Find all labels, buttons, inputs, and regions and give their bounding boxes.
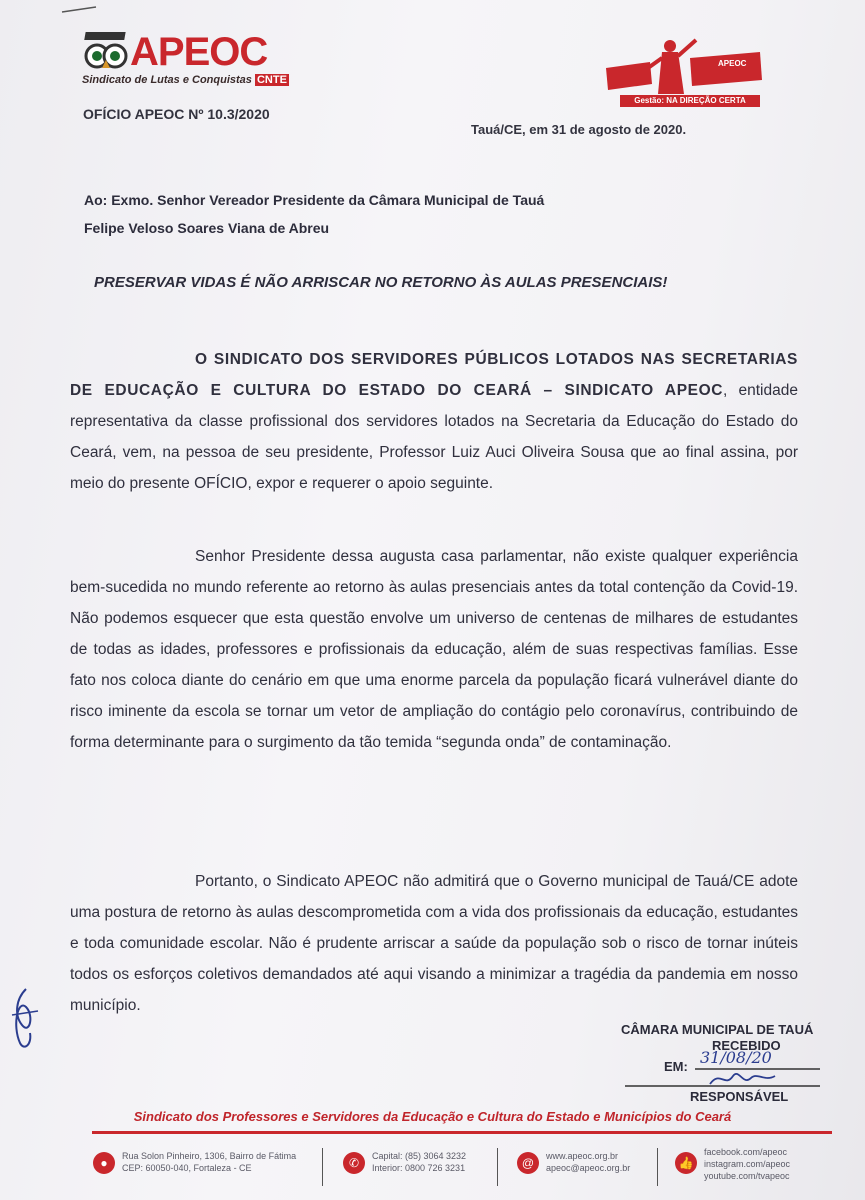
stamp-title: CÂMARA MUNICIPAL DE TAUÁ [621,1022,814,1037]
recipient-line-1: Ao: Exmo. Senhor Vereador Presidente da Câmara Municipal de Tauá [84,192,545,208]
letter-number: OFÍCIO APEOC Nº 10.3/2020 [83,106,270,122]
stamp-received: RECEBIDO [712,1038,781,1053]
footer-address [122,1150,296,1174]
footer-address-line-1: Rua Solon Pinheiro, 1306, Bairro de Fátima [122,1151,297,1161]
footer-separator [497,1148,498,1186]
footer-instagram[interactable]: instagram.com/apeoc [704,1159,791,1169]
footer-separator [657,1148,658,1186]
footer-address-line-2: CEP: 60050-040, Fortaleza - CE [122,1163,252,1173]
footer-phone-capital: Capital: (85) 3064 3232 [372,1151,467,1161]
footer-facebook[interactable]: facebook.com/apeoc [704,1147,788,1157]
location-pin-icon: ● [93,1152,115,1174]
logo-subtitle [82,74,289,86]
header-motto: Gestão: NA DIREÇÃO CERTA [620,95,760,107]
protest-figure-icon [600,38,765,96]
logo-wordmark: APEOC [130,30,268,74]
letter-subject: PRESERVAR VIDAS É NÃO ARRISCAR NO RETORNO ÀS AULAS PRESENCIAIS! [94,274,668,291]
footer-email[interactable]: apeoc@apeoc.org.br [546,1163,631,1173]
paragraph-3-text: Portanto, o Sindicato APEOC não admitirá que o Governo municipal de Tauá/CE adote uma postura de retorno às aulas descomprometida com a vida dos profissionais da educação, estudantes e toda comunidade escolar. Não é prudente arriscar a saúde da população sob o risco de tornar inúteis todos os esforços coletivos demandados até aqui visando a minimizar a tragédia da pandemia em nosso município. [70,873,798,1014]
footer-title: Sindicato dos Professores e Servidores da Educação e Cultura do Estado e Municípios do Ceará [133,1109,732,1124]
footer-website[interactable]: www.apeoc.org.br [546,1151,619,1161]
footer-separator [322,1148,323,1186]
paragraph-1-bold: O SINDICATO DOS SERVIDORES PÚBLICOS LOTADOS NAS SECRETARIAS DE EDUCAÇÃO E CULTURA DO ESTADO DO CEARÁ – SINDICATO APEOC [70,351,798,399]
phone-icon: ✆ [343,1152,365,1174]
footer-phone-interior: Interior: 0800 726 3231 [372,1163,466,1173]
recipient-line-2: Felipe Veloso Soares Viana de Abreu [84,220,330,236]
stamp-date-handwritten: 31/08/20 [700,1048,772,1067]
stamp-responsavel: RESPONSÁVEL [690,1089,789,1104]
social-like-icon: 👍 [675,1152,697,1174]
paragraph-3 [70,866,798,1021]
footer-social [704,1146,790,1182]
right-badge-text: APEOC [718,59,747,68]
stamp-em-label: EM: [664,1059,688,1074]
footer-phones [372,1150,466,1174]
footer-divider [92,1131,832,1134]
place-date: Tauá/CE, em 31 de agosto de 2020. [471,122,687,137]
logo-subtitle-text: Sindicato de Lutas e Conquistas [82,74,252,86]
margin-initials-signature [6,985,46,1055]
pencil-mark [60,4,100,14]
paragraph-1-text: , entidade representativa da classe profissional dos servidores lotados na Secretaria da Educação do Estado do Ceará, vem, na pessoa de seu presidente, Professor Luiz Auci Oliveira Sousa que ao final assina, por meio do presente OFÍCIO, expor e requerer o apoio seguinte. [70,382,798,492]
paragraph-2 [70,541,798,758]
paragraph-1 [70,344,798,499]
owl-logo-icon [82,30,130,74]
cnte-badge: CNTE [256,74,287,86]
footer-youtube[interactable]: youtube.com/tvapeoc [704,1171,790,1181]
paragraph-2-text: Senhor Presidente dessa augusta casa parlamentar, não existe qualquer experiência bem-sucedida no mundo referente ao retorno às aulas presenciais antes da total contenção da Covid-19. Não podemos esquecer que esta questão envolve um universo de centenas de milhares de estudantes de todas as idades, professores e profissionais da educação, além de suas respectivas famílias. Esse fato nos coloca diante do cenário em que uma enorme parcela da população ficará vulnerável diante do risco iminente da escola se tornar um vetor de ampliação do contágio pelo coronavírus, contribuindo de forma determinante para o surgimento da tão temida “segunda onda” de contaminação. [70,548,798,751]
footer-web [546,1150,630,1174]
web-icon: @ [517,1152,539,1174]
